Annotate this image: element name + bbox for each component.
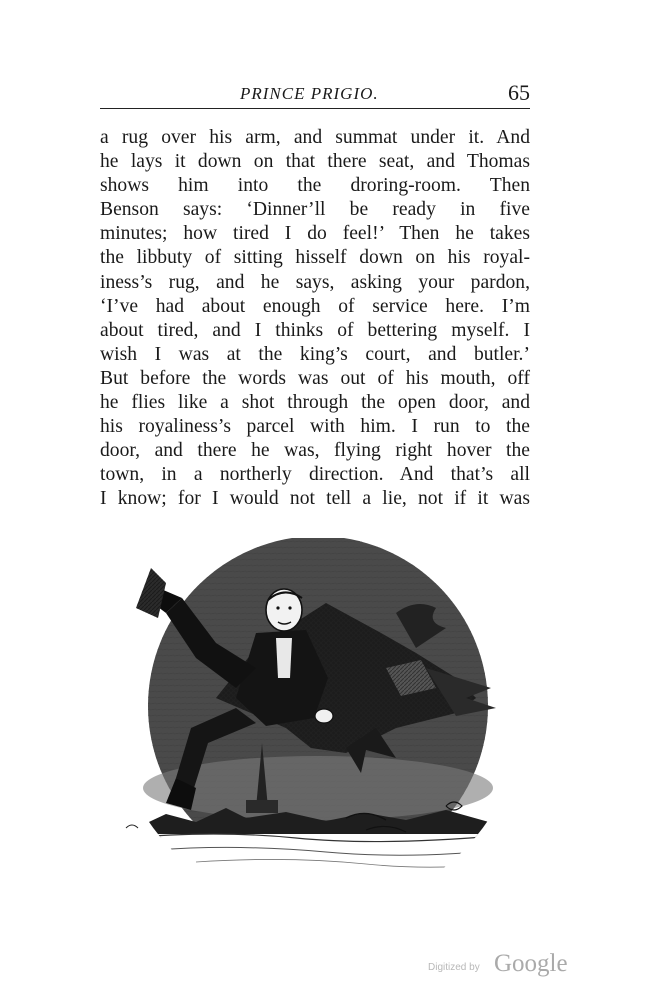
text-line: iness’s rug, and he says, asking your pardon, [100,271,530,293]
text-line: I know; for I would not tell a lie, not if it was [100,488,530,510]
text-line: ‘I’ve had about enough of service here. I’m [100,295,530,317]
text-line: town, in a northerly direction. And that’s all [100,464,530,486]
text-line: Benson says: ‘Dinner’ll be ready in five [100,199,530,221]
running-title: PRINCE PRIGIO. [240,84,379,103]
text-line: wish I was at the king’s court, and butler.’ [100,343,530,365]
text-line: he flies like a shot through the open door, and [100,392,530,414]
google-logo-text: Google [494,950,568,977]
engraving [96,538,538,878]
running-head [100,78,530,108]
digitized-label: Digitized by [428,962,480,973]
text-line: the libbuty of sitting hisself down on his royal- [100,247,530,269]
text-line: But before the words was out of his mouth, off [100,367,530,389]
text-line: minutes; how tired I do feel!’ Then he takes [100,223,530,245]
page-number: 65 [508,80,530,105]
body-text [100,126,530,512]
text-line: a rug over his arm, and summat under it. And [100,127,530,148]
illustration-flying-butler [96,538,538,878]
text-line: about tired, and I thinks of bettering myself. I [100,319,530,341]
header-rule [100,108,530,109]
text-line: door, and there he was, flying right hover the [100,440,530,462]
text-line: he lays it down on that there seat, and Thomas [100,151,530,173]
text-line: his royaliness’s parcel with him. I run to the [100,416,530,438]
text-line: shows him into the droring-room. Then [100,175,530,197]
